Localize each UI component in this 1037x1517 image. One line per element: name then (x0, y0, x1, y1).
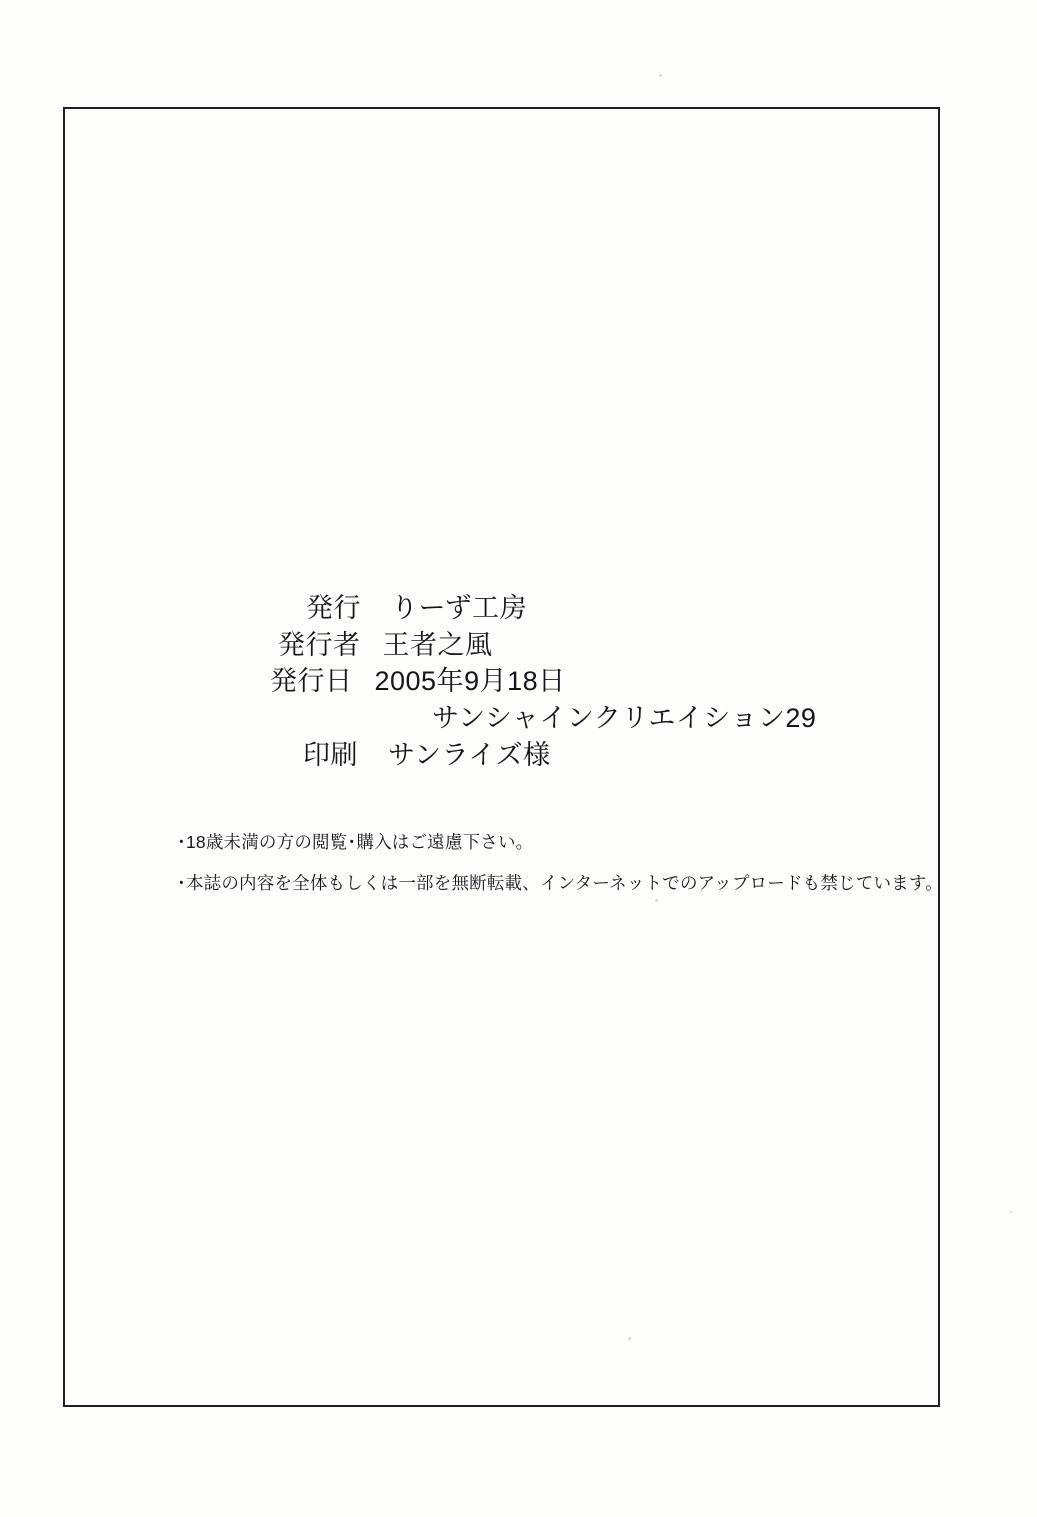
colophon-block (170, 590, 943, 913)
credit-value: りーず工房 (391, 593, 528, 623)
credit-value: サンライズ様 (388, 739, 551, 770)
notice-reproduction-ban: ･本誌の内容を全体もしくは一部を無断転載、インターネットでのアップロードも禁じています。 (177, 873, 943, 894)
legal-notices (170, 830, 943, 897)
credit-value: サンシャインクリエイション29 (432, 703, 817, 734)
scan-speck (655, 899, 658, 902)
credit-row (170, 737, 930, 774)
scan-speck (1010, 1211, 1012, 1213)
scan-speck (659, 74, 662, 77)
credit-row (170, 663, 930, 700)
credit-label: 発行者 (278, 629, 361, 660)
credit-value: 王者之風 (382, 629, 493, 660)
publication-credits (170, 590, 930, 774)
credit-label: 発行 (306, 593, 361, 623)
scan-speck (628, 1337, 631, 1340)
credit-row (170, 590, 930, 627)
credit-value: 2005年9月18日 (374, 666, 566, 697)
credit-label: 印刷 (303, 739, 358, 770)
credit-row (170, 700, 930, 737)
notice-age-restriction: ･18歳未満の方の閲覧･購入はご遠慮下さい。 (177, 831, 534, 852)
credit-row (170, 627, 930, 664)
credit-label: 発行日 (270, 666, 353, 697)
